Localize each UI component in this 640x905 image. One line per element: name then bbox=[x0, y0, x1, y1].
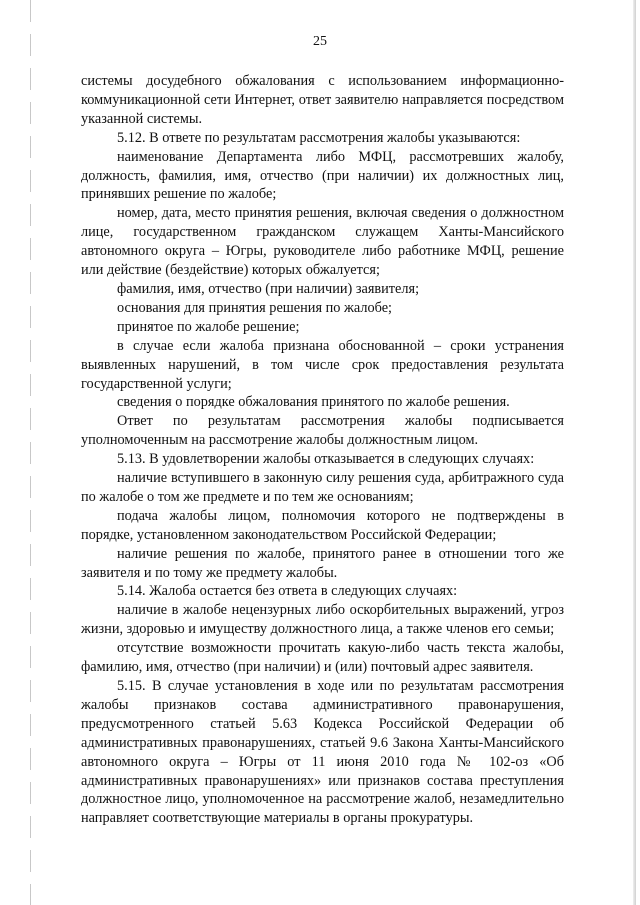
paragraph-continuation: системы досудебного обжалования с использованием информационно-коммуникационной сети Интернет, ответ заявителю направляется посредством указанной системы. bbox=[81, 73, 564, 127]
page-number: 25 bbox=[313, 34, 327, 49]
paragraph: Ответ по результатам рассмотрения жалобы подписывается уполномоченным на рассмотрение жалобы должностным лицом. bbox=[81, 413, 564, 449]
scan-left-edge bbox=[30, 0, 31, 905]
paragraph: номер, дата, место принятия решения, включая сведения о должностном лице, государственном гражданском служащем Ханты-Мансийского автономного округа – Югры, руководителе либо работнике МФЦ, решение или действие (бездействие) которых обжалуется; bbox=[81, 205, 564, 279]
paragraph: наличие вступившего в законную силу решения суда, арбитражного суда по жалобе о том же предмете и по тем же основаниям; bbox=[81, 470, 564, 505]
paragraph: сведения о порядке обжалования принятого по жалобе решения. bbox=[117, 394, 510, 411]
paragraph: подача жалобы лицом, полномочия которого не подтверждены в порядке, установленном законодательством Российской Федерации; bbox=[81, 507, 564, 543]
scan-right-edge bbox=[633, 0, 636, 905]
paragraph: принятое по жалобе решение; bbox=[117, 318, 300, 335]
paragraph: наименование Департамента либо МФЦ, рассмотревших жалобу, должность, фамилия, имя, отчество (при наличии) их должностных лиц, принявших решение по жалобе; bbox=[81, 148, 564, 203]
paragraph: отсутствие возможности прочитать какую-либо часть текста жалобы, фамилию, имя, отчество (при наличии) и (или) почтовый адрес заявителя. bbox=[81, 640, 564, 676]
paragraph: в случае если жалоба признана обоснованной – сроки устранения выявленных нарушений, в том числе срок предоставления результата государственной услуги; bbox=[81, 337, 564, 392]
section-5-13-heading: 5.13. В удовлетворении жалобы отказывается в следующих случаях: bbox=[117, 451, 535, 468]
paragraph: фамилия, имя, отчество (при наличии) заявителя; bbox=[117, 280, 420, 297]
section-5-15-paragraph: 5.15. В случае установления в ходе или по результатам рассмотрения жалобы признаков состава административного правонарушения, предусмотренного статьей 5.63 Кодекса Российской Федерации об административных правонарушениях, статьей 9.6 Закона Ханты-Мансийского автономного округа – Югры от 11 июня 2010 года № 102-оз «Об административных правонарушениях» или признаков состава преступления должностное лицо, уполномоченное на рассмотрение жалоб, незамедлительно направляет соответствующие материалы в органы прокуратуры. bbox=[81, 678, 564, 827]
paragraph: наличие решения по жалобе, принятого ранее в отношении того же заявителя и по тому же предмету жалобы. bbox=[81, 545, 564, 581]
paragraph: основания для принятия решения по жалобе; bbox=[117, 299, 393, 316]
paragraph: наличие в жалобе нецензурных либо оскорбительных выражений, угроз жизни, здоровью и имуществу должностного лица, а также членов его семьи; bbox=[81, 602, 564, 638]
section-5-14-heading: 5.14. Жалоба остается без ответа в следующих случаях: bbox=[117, 583, 458, 600]
section-5-12-heading: 5.12. В ответе по результатам рассмотрения жалобы указываются: bbox=[117, 129, 521, 146]
document-body bbox=[81, 72, 564, 828]
